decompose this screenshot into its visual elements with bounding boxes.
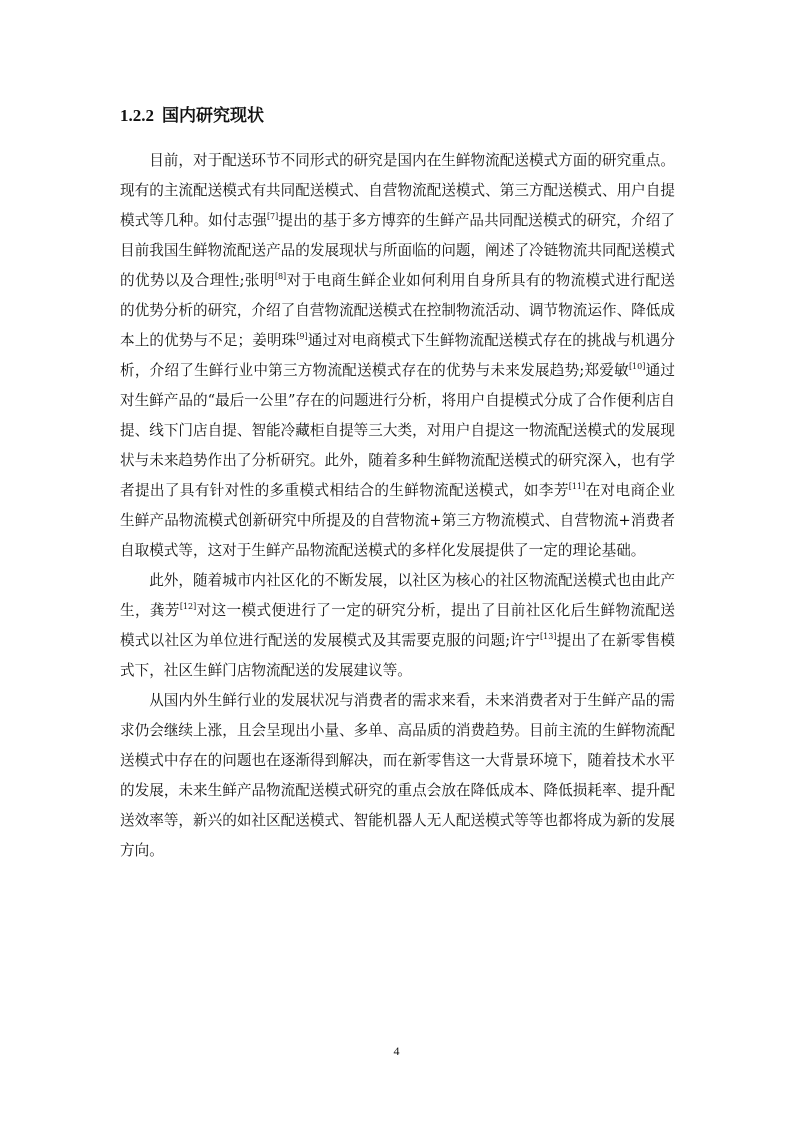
body-text — [120, 146, 675, 866]
paragraph-text: 提出的基于多方博弈的生鲜产品共同配送模式的研究，介绍了目前我国生鲜物流配送产品的发展现状与所面临的问题，阐述了冷链物流共同配送模式的优势以及合理性;张明 — [120, 212, 675, 289]
paragraph-text: 提出了在新零售模式下，社区生鲜门店物流配送的发展建议等。 — [120, 632, 675, 679]
citation-ref: [11] — [568, 482, 586, 491]
paragraph-text: 对于电商生鲜企业如何利用自身所具有的物流模式进行配送的优势分析的研究，介绍了自营物流配送模式在控制物流活动、调节物流运作、降低成本上的优势与不足；姜明珠 — [120, 272, 675, 349]
paragraph-text: 通过对电商模式下生鲜物流配送模式存在的挑战与机遇分析，介绍了生鲜行业中第三方物流配送模式存在的优势与未来发展趋势;郑爱敏 — [120, 332, 675, 379]
paragraph-text: 通过对生鲜产品的“最后一公里”存在的问题进行分析，将用户自提模式分成了合作便利店自提、线下门店自提、智能冷藏柜自提等三大类，对用户自提这一物流配送模式的发展现状与未来趋势作出了分析研究。此外，随着多种生鲜物流配送模式的研究深入，也有学者提出了具有针对性的多重模式相结合的生鲜物流配送模式，如李芳 — [120, 362, 675, 499]
paragraph-text: 对这一模式便进行了一定的研究分析，提出了目前社区化后生鲜物流配送模式以社区为单位进行配送的发展模式及其需要克服的问题;许宁 — [120, 602, 675, 649]
body-paragraph — [120, 686, 675, 866]
section-title: 国内研究现状 — [162, 106, 264, 126]
body-paragraph — [120, 566, 675, 686]
citation-ref: [7] — [266, 212, 279, 221]
citation-ref: [12] — [179, 602, 197, 611]
citation-ref: [9] — [296, 332, 308, 341]
body-paragraph — [120, 146, 675, 566]
citation-ref: [13] — [540, 632, 557, 641]
paragraph-text: 此外，随着城市内社区化的不断发展，以社区为核心的社区物流配送模式也由此产生，龚芳 — [120, 572, 675, 619]
section-number: 1.2.2 — [120, 106, 154, 125]
paragraph-text: 目前，对于配送环节不同形式的研究是国内在生鲜物流配送模式方面的研究重点。现有的主流配送模式有共同配送模式、自营物流配送模式、第三方配送模式、用户自提模式等几种。如付志强 — [120, 152, 675, 229]
citation-ref: [10] — [628, 362, 646, 371]
citation-ref: [8] — [274, 272, 287, 281]
section-heading — [120, 104, 264, 128]
paragraph-text: 在对电商企业生鲜产品物流模式创新研究中所提及的自营物流+第三方物流模式、自营物流+消费者自取模式等，这对于生鲜产品物流配送模式的多样化发展提供了一定的理论基础。 — [120, 482, 675, 559]
paragraph-text: 从国内外生鲜行业的发展状况与消费者的需求来看，未来消费者对于生鲜产品的需求仍会继续上涨，且会呈现出小量、多单、高品质的消费趋势。目前主流的生鲜物流配送模式中存在的问题也在逐渐得到解决，而在新零售这一大背景环境下，随着技术水平的发展，未来生鲜产品物流配送模式研究的重点会放在降低成本、降低损耗率、提升配送效率等，新兴的如社区配送模式、智能机器人无人配送模式等等也都将成为新的发展方向。 — [120, 692, 675, 859]
page-number: 4 — [393, 1044, 400, 1058]
